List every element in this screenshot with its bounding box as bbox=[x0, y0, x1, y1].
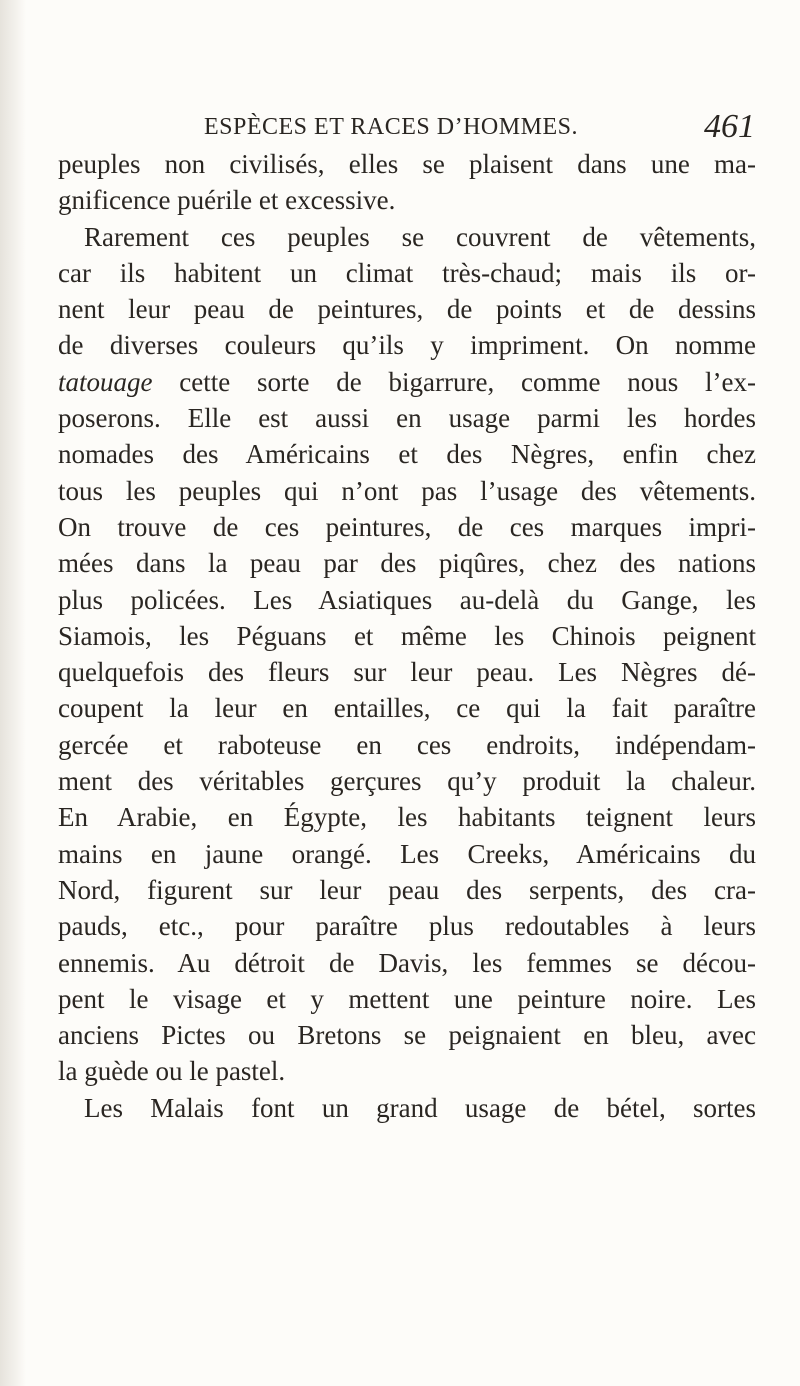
text-line: de diverses couleurs qu’ils y impriment. On nomme bbox=[58, 330, 756, 361]
text-segment: cette sorte de bigarrure, comme nous l’ex- bbox=[152, 366, 756, 397]
text-line: gercée et raboteuse en ces endroits, indépendam- bbox=[58, 729, 756, 760]
text-line: poserons. Elle est aussi en usage parmi les hordes bbox=[58, 403, 756, 434]
text-line: anciens Pictes ou Bretons se peignaient en bleu, avec bbox=[58, 1020, 756, 1051]
text-line: coupent la leur en entailles, ce qui la fait paraître bbox=[58, 693, 756, 724]
text-line: nomades des Américains et des Nègres, enfin chez bbox=[58, 439, 756, 470]
body-text bbox=[58, 146, 756, 1126]
binding-shadow bbox=[0, 0, 26, 1386]
text-line: ennemis. Au détroit de Davis, les femmes se décou- bbox=[58, 947, 756, 978]
text-line-with-italic bbox=[58, 364, 756, 400]
text-line: plus policées. Les Asiatiques au-delà du Gange, les bbox=[58, 584, 756, 615]
text-line: gnificence puérile et excessive. bbox=[58, 185, 396, 216]
text-line: pauds, etc., pour paraître plus redoutables à leurs bbox=[58, 911, 756, 942]
text-line: Siamois, les Péguans et même les Chinois peignent bbox=[58, 620, 756, 651]
paragraph-start-line: Les Malais font un grand usage de bétel, sortes bbox=[84, 1092, 756, 1123]
text-line: mées dans la peau par des piqûres, chez des nations bbox=[58, 548, 756, 579]
italic-term-tatouage: tatouage bbox=[58, 366, 153, 397]
text-line: En Arabie, en Égypte, les habitants teignent leurs bbox=[58, 802, 756, 833]
text-line: ment des véritables gerçures qu’y produit la chaleur. bbox=[58, 766, 756, 797]
text-line: On trouve de ces peintures, de ces marques impri- bbox=[58, 511, 756, 542]
text-line: car ils habitent un climat très-chaud; mais ils or- bbox=[58, 257, 756, 288]
running-title: ESPÈCES ET RACES D’HOMMES. bbox=[204, 114, 578, 140]
text-line: quelquefois des fleurs sur leur peau. Les Nègres dé- bbox=[58, 657, 756, 688]
text-line: mains en jaune orangé. Les Creeks, Américains du bbox=[58, 838, 756, 869]
text-line: pent le visage et y mettent une peinture noire. Les bbox=[58, 983, 756, 1014]
text-line: nent leur peau de peintures, de points et de dessins bbox=[58, 294, 756, 325]
text-line: peuples non civilisés, elles se plaisent dans une ma- bbox=[58, 149, 756, 179]
text-line: la guède ou le pastel. bbox=[58, 1056, 286, 1087]
text-line: Nord, figurent sur leur peau des serpents, des cra- bbox=[58, 874, 756, 905]
text-line: tous les peuples qui n’ont pas l’usage des vêtements. bbox=[58, 475, 756, 506]
page-number: 461 bbox=[704, 108, 755, 145]
paragraph-start-line: Rarement ces peuples se couvrent de vêtements, bbox=[84, 221, 756, 252]
